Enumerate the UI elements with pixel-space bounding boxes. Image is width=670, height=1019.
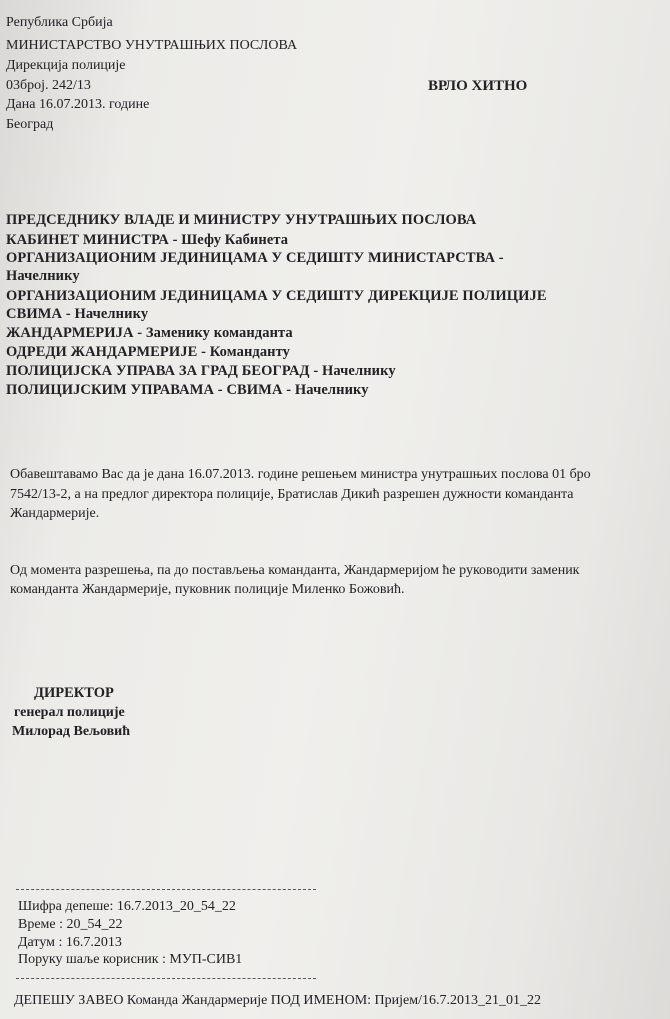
addressee-line: [6, 250, 504, 267]
signature-rank: генерал полиције: [14, 705, 125, 720]
addressee-bold: ПОЛИЦИЈСКИМ УПРАВАМА - СВИМА: [6, 382, 283, 398]
addressee-rest: - Начелнику: [282, 382, 369, 398]
letterhead-country: Република Србија: [6, 15, 113, 30]
addressee-rest: - Начелнику: [62, 306, 149, 322]
urgency-label: ВРЛО ХИТНО: [428, 78, 528, 94]
addressee-line: [6, 344, 290, 361]
addressee-bold: ОРГАНИЗАЦИОНИМ ЈЕДИНИЦАМА У СЕДИШТУ ДИРЕКЦИЈЕ ПОЛИЦИЈЕ: [6, 288, 547, 304]
footer-time: Време : 20_54_22: [18, 917, 123, 932]
addressee-bold: ПРЕДСЕДНИКУ ВЛАДЕ И МИНИСТРУ УНУТРАШЊИХ ПОСЛОВА: [6, 212, 477, 228]
addressee-bold: ОДРЕДИ ЖАНДАРМЕРИЈЕ: [6, 344, 198, 360]
letterhead-directorate: Дирекција полиције: [6, 58, 126, 73]
addressee-rest: - Начелнику: [309, 363, 396, 379]
letterhead-reference-number: 03број. 242/13: [6, 78, 91, 93]
addressee-bold: СВИМА: [6, 306, 63, 322]
footer-divider-top: [16, 889, 316, 890]
addressee-line: [6, 212, 476, 229]
addressee-rest: Начелнику: [6, 268, 80, 284]
addressee-line: [6, 288, 547, 305]
paragraph-1-line: Обавештавамо Вас да је дана 16.07.2013. године решењем министра унутрашњих послова 01 бро: [10, 467, 591, 482]
footer-divider-bottom: [16, 978, 316, 979]
addressee-rest: - Заменику команданта: [133, 325, 293, 341]
addressee-line: [6, 268, 80, 285]
addressee-line: [6, 325, 293, 342]
signature-title: ДИРЕКТОР: [34, 685, 114, 701]
paragraph-1-line: Жандармерије.: [10, 506, 100, 521]
addressee-line: [6, 232, 288, 249]
footer-received-note: ДЕПЕШУ ЗАВЕО Команда Жандармерије ПОД ИМЕНОМ: Пријем/16.7.2013_21_01_22: [14, 993, 541, 1008]
letterhead-date: Дана 16.07.2013. године: [6, 97, 150, 112]
addressee-bold: ЖАНДАРМЕРИЈА: [6, 325, 134, 341]
addressee-line: [6, 306, 148, 323]
addressee-rest: - Шефу Кабинета: [168, 232, 289, 248]
addressee-rest: - Команданту: [197, 344, 291, 360]
footer-date: Датум : 16.7.2013: [18, 935, 122, 950]
signature-name: Милорад Вељовић: [12, 724, 131, 739]
addressee-bold: КАБИНЕТ МИНИСТРА: [6, 232, 169, 248]
footer-dispatch-code: Шифра депеше: 16.7.2013_20_54_22: [18, 899, 236, 914]
addressee-line: [6, 382, 369, 399]
paragraph-2-line: команданта Жандармерије, пуковник полиције Миленко Божовић.: [10, 582, 405, 597]
letterhead-ministry: МИНИСТАРСТВО УНУТРАШЊИХ ПОСЛОВА: [6, 38, 298, 53]
addressee-line: [6, 363, 396, 380]
letterhead-city: Београд: [6, 117, 54, 132]
paragraph-1-line: 7542/13-2, а на предлог директора полиције, Братислав Дикић разрешен дужности команданта: [10, 487, 574, 502]
footer-sender: Поруку шаље корисник : МУП-СИВ1: [18, 952, 243, 967]
addressee-bold: ОРГАНИЗАЦИОНИМ ЈЕДИНИЦАМА У СЕДИШТУ МИНИСТАРСТВА -: [6, 250, 504, 266]
paragraph-2-line: Од момента разрешења, па до постављења команданта, Жандармеријом ће руководити заменик: [10, 563, 580, 578]
addressee-bold: ПОЛИЦИЈСКА УПРАВА ЗА ГРАД БЕОГРАД: [6, 363, 310, 379]
